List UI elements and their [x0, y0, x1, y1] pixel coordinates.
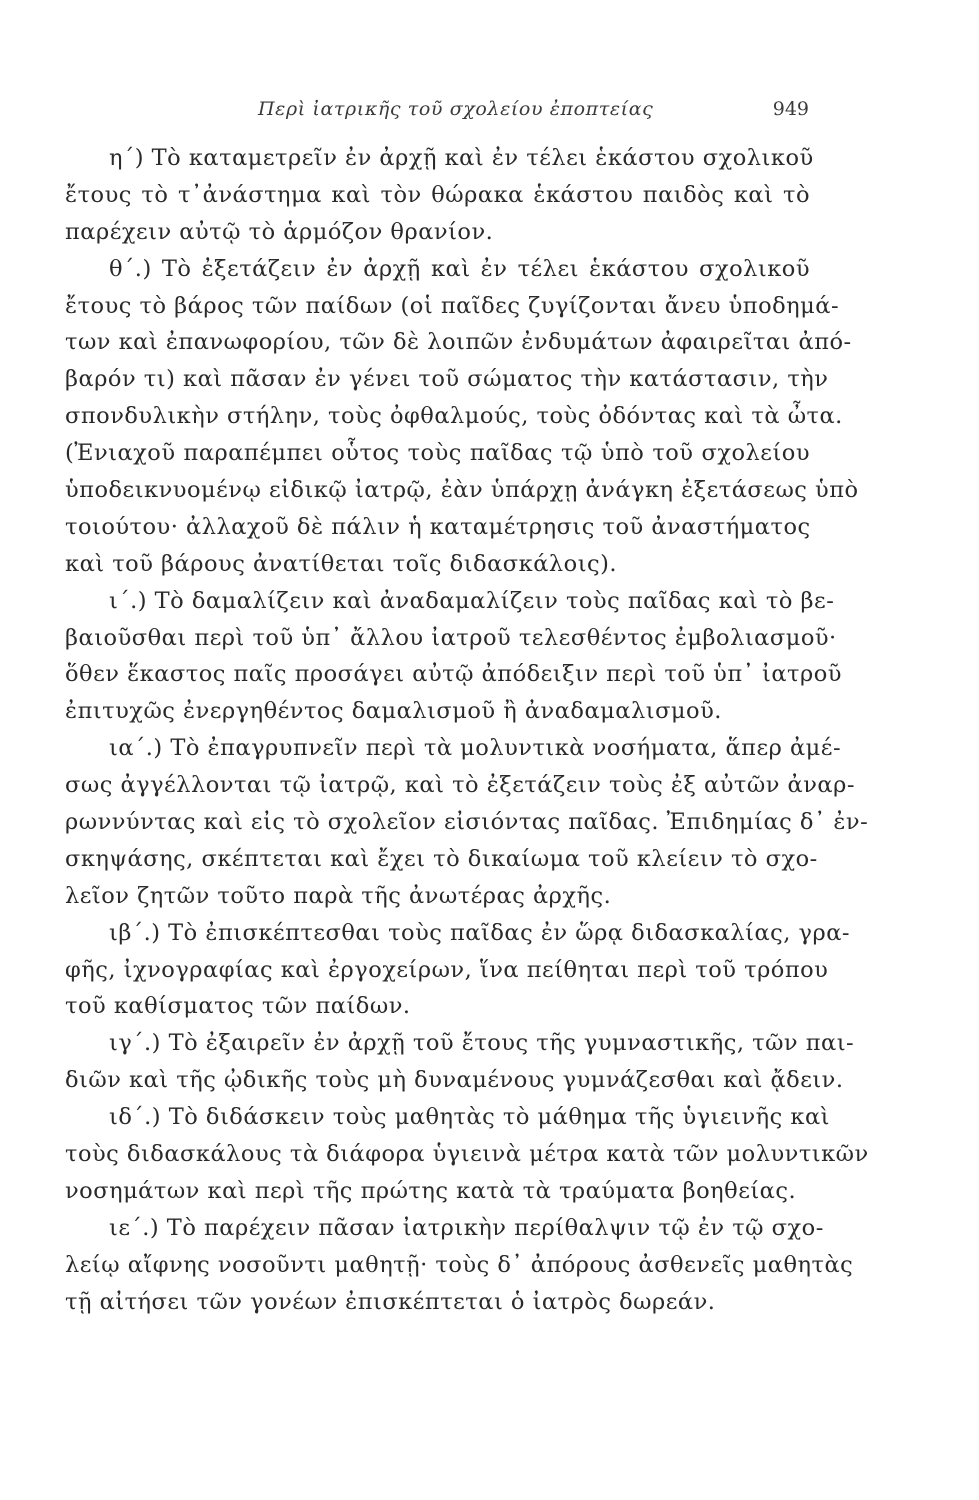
text-line: βαιοῦσθαι περὶ τοῦ ὑπ᾽ ἄλλου ἰατροῦ τελεσθέντος ἐμβολιασμοῦ· [65, 624, 837, 651]
text-line: παρέχειν αὐτῷ τὸ ἁρμόζον θρανίον. [65, 218, 494, 245]
page-number: 949 [772, 98, 809, 120]
text-line: τοῦ καθίσματος τῶν παίδων. [65, 993, 411, 1020]
text-line: ι΄.) Τὸ δαμαλίζειν καὶ ἀναδαμαλίζειν τοὺς παῖδας καὶ τὸ βε- [109, 587, 835, 614]
text-line: ιε΄.) Τὸ παρέχειν πᾶσαν ἰατρικὴν περίθαλψιν τῷ ἐν τῷ σχο- [109, 1214, 824, 1241]
text-line: λεῖον ζητῶν τοῦτο παρὰ τῆς ἀνωτέρας ἀρχῆς. [65, 882, 612, 909]
running-title: Περὶ ἰατρικῆς τοῦ σχολείου ἐποπτείας [258, 98, 654, 120]
text-line: ιγ΄.) Τὸ ἐξαιρεῖν ἐν ἀρχῇ τοῦ ἔτους τῆς γυμναστικῆς, τῶν παι- [109, 1030, 855, 1057]
text-line: ὑποδεικνυομένῳ εἰδικῷ ἰατρῷ, ἐὰν ὑπάρχῃ ἀνάγκη ἐξετάσεως ὑπὸ [65, 477, 859, 504]
text-line: φῆς, ἰχνογραφίας καὶ ἐργοχείρων, ἵνα πείθηται περὶ τοῦ τρόπου [65, 956, 829, 983]
text-line: ιδ΄.) Τὸ διδάσκειν τοὺς μαθητὰς τὸ μάθημα τῆς ὑγιεινῆς καὶ [109, 1104, 830, 1131]
text-line: (Ἐνιαχοῦ παραπέμπει οὗτος τοὺς παῖδας τῷ ὑπὸ τοῦ σχολείου [65, 440, 810, 467]
text-line: η΄) Τὸ καταμετρεῖν ἐν ἀρχῇ καὶ ἐν τέλει ἑκάστου σχολικοῦ [109, 145, 814, 171]
text-line: σκηψάσης, σκέπτεται καὶ ἔχει τὸ δικαίωμα τοῦ κλείειν τὸ σχο- [65, 845, 818, 872]
text-line: τοιούτου· ἀλλαχοῦ δὲ πάλιν ἡ καταμέτρησις τοῦ ἀναστήματος [65, 513, 811, 540]
text-line: καὶ τοῦ βάρους ἀνατίθεται τοῖς διδασκάλοις). [65, 550, 618, 577]
text-line: θ΄.) Τὸ ἐξετάζειν ἐν ἀρχῇ καὶ ἐν τέλει ἑκάστου σχολικοῦ [109, 255, 810, 282]
text-line: τῇ αἰτήσει τῶν γονέων ἐπισκέπτεται ὁ ἰατρὸς δωρεάν. [65, 1288, 716, 1315]
text-line: σπονδυλικὴν στήλην, τοὺς ὀφθαλμούς, τοὺς ὀδόντας καὶ τὰ ὦτα. [65, 403, 843, 430]
page-header [0, 98, 979, 128]
text-line: βαρόν τι) καὶ πᾶσαν ἐν γένει τοῦ σώματος τὴν κατάστασιν, τὴν [65, 366, 829, 393]
text-line: νοσημάτων καὶ περὶ τῆς πρώτης κατὰ τὰ τραύματα βοηθείας. [65, 1177, 797, 1204]
text-line: ρωννύντας καὶ εἰς τὸ σχολεῖον εἰσιόντας παῖδας. Ἐπιδημίας δ᾽ ἐν- [65, 809, 869, 836]
text-line: διῶν καὶ τῆς ᾠδικῆς τοὺς μὴ δυναμένους γυμνάζεσθαι καὶ ᾄδειν. [65, 1067, 844, 1094]
text-line: ὅθεν ἕκαστος παῖς προσάγει αὐτῷ ἀπόδειξιν περὶ τοῦ ὑπ᾽ ἰατροῦ [65, 661, 842, 688]
body-text [65, 140, 869, 1321]
text-line: ἐπιτυχῶς ἐνεργηθέντος δαμαλισμοῦ ἢ ἀναδαμαλισμοῦ. [65, 698, 722, 725]
text-line: τοὺς διδασκάλους τὰ διάφορα ὑγιεινὰ μέτρα κατὰ τῶν μολυντικῶν [65, 1141, 869, 1168]
text-line: λείῳ αἴφνης νοσοῦντι μαθητῇ· τοὺς δ᾽ ἀπόρους ἀσθενεῖς μαθητὰς [65, 1251, 854, 1278]
text-line: ιβ΄.) Τὸ ἐπισκέπτεσθαι τοὺς παῖδας ἐν ὥρᾳ διδασκαλίας, γρα- [109, 919, 851, 946]
text-line: σως ἀγγέλλονται τῷ ἰατρῷ, καὶ τὸ ἐξετάζειν τοὺς ἐξ αὐτῶν ἀναρ- [65, 772, 855, 799]
text-line: ἔτους τὸ τ᾽ἀνάστημα καὶ τὸν θώρακα ἑκάστου παιδὸς καὶ τὸ [65, 181, 810, 208]
text-line: των καὶ ἐπανωφορίου, τῶν δὲ λοιπῶν ἐνδυμάτων ἀφαιρεῖται ἀπό- [65, 329, 852, 356]
text-line: ἔτους τὸ βάρος τῶν παίδων (οἱ παῖδες ζυγίζονται ἄνευ ὑποδημά- [65, 292, 840, 319]
text-line: ια΄.) Τὸ ἐπαγρυπνεῖν περὶ τὰ μολυντικὰ νοσήματα, ἅπερ ἀμέ- [109, 735, 842, 762]
